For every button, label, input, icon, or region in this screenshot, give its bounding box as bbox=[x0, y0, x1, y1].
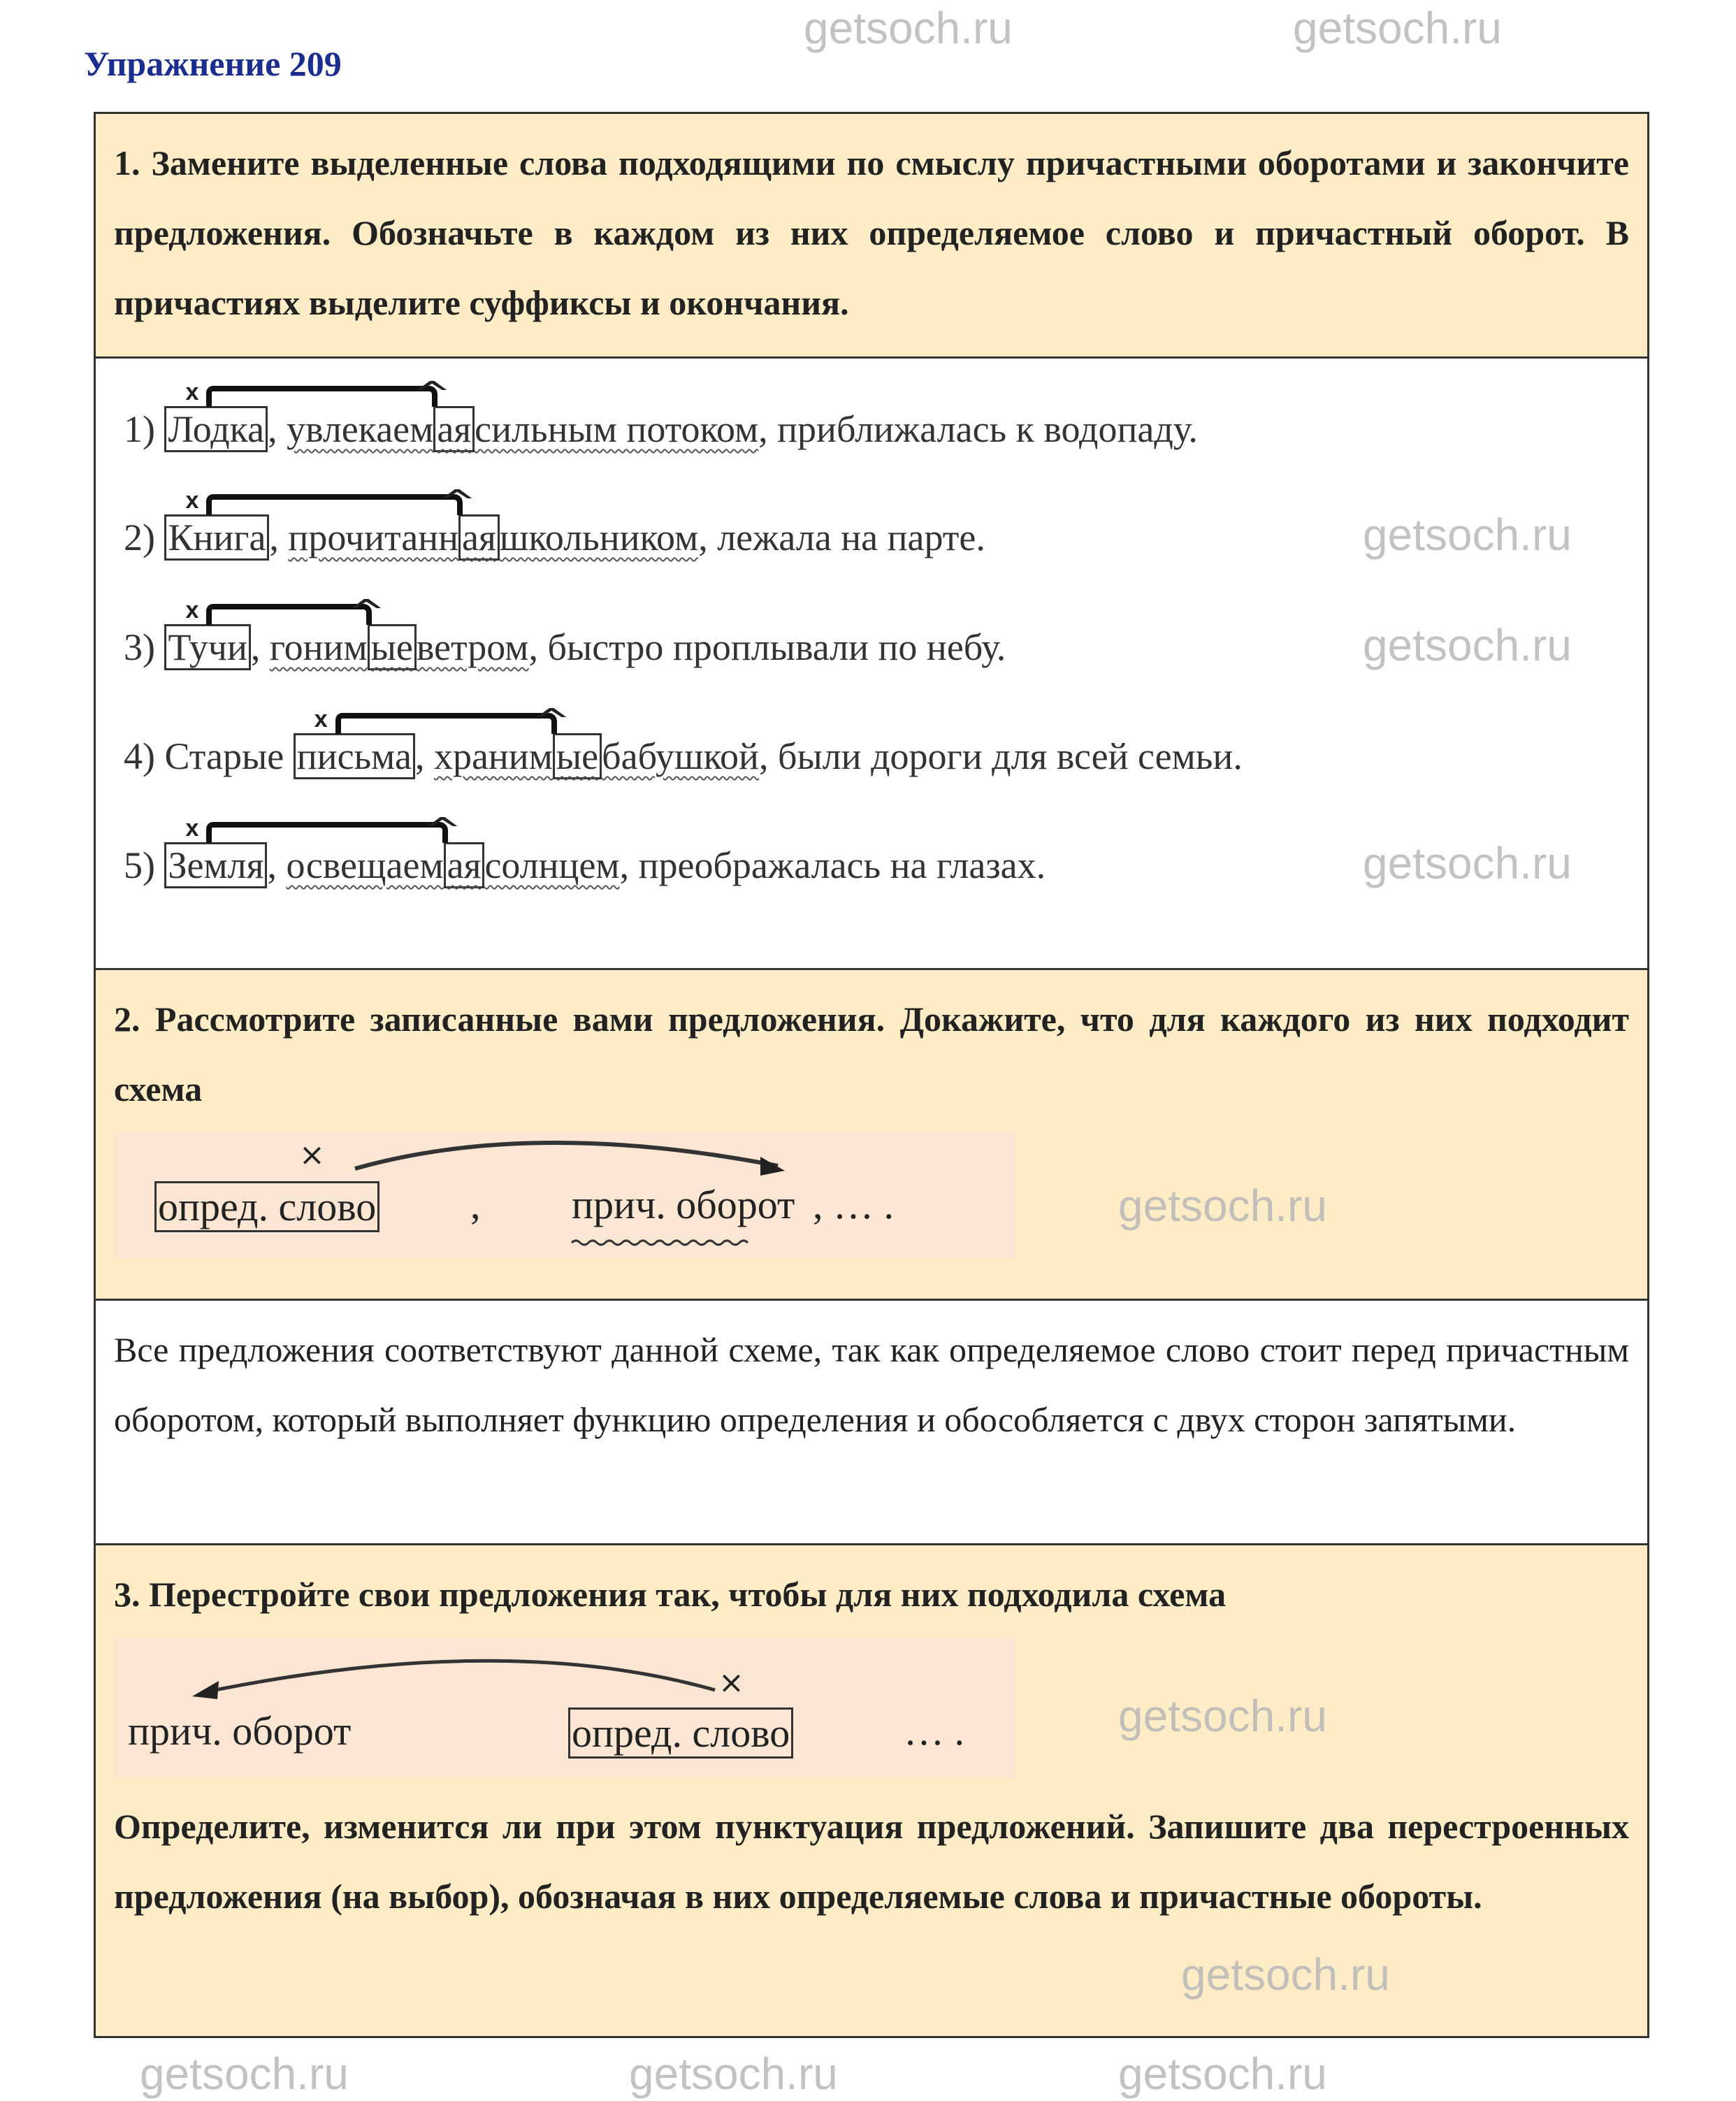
participle-ending: ая bbox=[444, 842, 485, 888]
suffix-caret: ^ bbox=[346, 593, 386, 632]
arrow-bracket bbox=[206, 822, 447, 843]
sentence-number: 3) bbox=[124, 626, 165, 668]
x-mark: x bbox=[185, 597, 199, 623]
participle-stem: увлекаем bbox=[287, 408, 434, 450]
scheme-1-comma: , bbox=[470, 1182, 481, 1227]
watermark: getsoch.ru bbox=[1118, 2049, 1327, 2099]
exercise-table bbox=[94, 112, 1649, 2038]
phrase-rest: сильным потоком bbox=[475, 408, 759, 450]
answer-2-text: Все предложения соответствуют данной схеме, так как определяемое слово стоит перед причастным оборотом, который выполняет функцию определения и обособляется с двух сторон запятыми. bbox=[114, 1330, 1629, 1439]
arrow-bracket bbox=[206, 494, 463, 515]
participle-stem: храним bbox=[433, 735, 553, 777]
x-mark: x bbox=[185, 379, 199, 405]
exercise-title: Упражнение 209 bbox=[84, 44, 342, 83]
sentence-1 bbox=[124, 407, 1198, 451]
phrase-rest: бабушкой bbox=[602, 735, 759, 777]
participle-phrase bbox=[434, 733, 759, 779]
sentence-tail: , лежала на парте. bbox=[698, 517, 985, 558]
task-3-instructions: Определите, изменится ли при этом пунктуация предложений. Запишите два перестроенных предложения (на выбор), обозначая в них определяемые слова и причастные обороты. bbox=[114, 1807, 1629, 1916]
arrow-bracket bbox=[206, 386, 437, 407]
x-mark: x bbox=[185, 815, 199, 842]
sentence-number: 2) bbox=[124, 517, 165, 558]
suffix-caret: ^ bbox=[412, 375, 452, 414]
task-2-cell bbox=[96, 968, 1647, 1299]
sentence-tail: , быстро проплывали по небу. bbox=[528, 626, 1006, 668]
defined-word: Тучи bbox=[164, 624, 250, 670]
scheme-1-participle-phrase: прич. оборот bbox=[572, 1182, 795, 1227]
scheme-2-x-mark: × bbox=[718, 1665, 744, 1701]
watermark: getsoch.ru bbox=[1363, 838, 1572, 888]
sentence-5 bbox=[124, 844, 1046, 887]
suffix-caret: ^ bbox=[531, 702, 572, 741]
participle-phrase bbox=[287, 406, 758, 452]
phrase-rest: школьником bbox=[499, 517, 699, 558]
arrow-bracket bbox=[335, 713, 557, 734]
participle-ending: ые bbox=[553, 733, 602, 779]
watermark: getsoch.ru bbox=[1118, 1691, 1327, 1741]
defined-word: письма bbox=[294, 733, 415, 779]
comma: , bbox=[414, 735, 434, 777]
participle-phrase bbox=[270, 624, 529, 670]
x-mark: x bbox=[314, 706, 328, 732]
sentence-tail: , приближалась к водопаду. bbox=[758, 408, 1198, 450]
watermark: getsoch.ru bbox=[1363, 510, 1572, 560]
task-3-cell bbox=[96, 1543, 1647, 2036]
comma: , bbox=[267, 844, 287, 886]
sentence-tail: , были дороги для всей семьи. bbox=[758, 735, 1243, 777]
suffix-caret: ^ bbox=[422, 811, 462, 850]
comma: , bbox=[269, 517, 289, 558]
watermark: getsoch.ru bbox=[629, 2049, 838, 2099]
task-1-cell bbox=[96, 114, 1647, 356]
sentence-2 bbox=[124, 516, 985, 559]
scheme-2-tail: … . bbox=[904, 1708, 964, 1754]
sentence-prefix: Старые bbox=[164, 735, 294, 777]
participle-stem: прочитанн bbox=[288, 517, 459, 558]
watermark: getsoch.ru bbox=[140, 2049, 349, 2099]
participle-ending: ая bbox=[458, 514, 500, 561]
x-mark: x bbox=[185, 487, 199, 514]
watermark: getsoch.ru bbox=[1118, 1181, 1327, 1231]
watermark: getsoch.ru bbox=[1181, 1949, 1390, 2000]
task-2-text: 2. Рассмотрите записанные вами предложения. Докажите, что для каждого из них подходит схема bbox=[114, 999, 1629, 1109]
sentence-number: 4) bbox=[124, 735, 165, 777]
defined-word: Лодка bbox=[164, 406, 268, 452]
scheme-1 bbox=[114, 1132, 1015, 1258]
answer-2-cell bbox=[96, 1299, 1647, 1543]
comma: , bbox=[250, 626, 270, 668]
participle-ending: ая bbox=[433, 406, 475, 452]
scheme-1-x-mark: × bbox=[299, 1137, 325, 1173]
sentence-number: 1) bbox=[124, 408, 165, 450]
scheme-2-defined-word: опред. слово bbox=[568, 1707, 793, 1759]
scheme-2 bbox=[114, 1638, 1015, 1777]
watermark: getsoch.ru bbox=[804, 3, 1013, 53]
sentence-number: 5) bbox=[124, 844, 165, 886]
watermark: getsoch.ru bbox=[1293, 3, 1502, 53]
participle-stem: освещаем bbox=[286, 844, 444, 886]
defined-word: Книга bbox=[164, 514, 269, 561]
scheme-1-tail: , … . bbox=[813, 1182, 894, 1227]
comma: , bbox=[268, 408, 287, 450]
scheme-1-defined-word: опред. слово bbox=[154, 1181, 379, 1232]
sentence-3 bbox=[124, 626, 1006, 669]
sentence-tail: , преображалась на глазах. bbox=[619, 844, 1046, 886]
scheme-2-participle-phrase: прич. оборот bbox=[128, 1708, 352, 1754]
task-3-text: 3. Перестройте свои предложения так, чтобы для них подходила схема bbox=[114, 1575, 1227, 1614]
phrase-rest: солнцем bbox=[484, 844, 620, 886]
participle-phrase bbox=[288, 514, 698, 561]
defined-word: Земля bbox=[164, 842, 267, 888]
participle-ending: ые bbox=[368, 624, 417, 670]
sentence-4 bbox=[124, 735, 1243, 778]
suffix-caret: ^ bbox=[437, 483, 477, 522]
participle-stem: гоним bbox=[269, 626, 368, 668]
watermark: getsoch.ru bbox=[1363, 620, 1572, 670]
phrase-rest: ветром bbox=[416, 626, 529, 668]
task-1-text: 1. Замените выделенные слова подходящими по смыслу причастными оборотами и закончите предложения. Обозначьте в каждом из них определяемое слово и причастный оборот. В причастиях выделите суффиксы и окончания. bbox=[114, 143, 1629, 322]
